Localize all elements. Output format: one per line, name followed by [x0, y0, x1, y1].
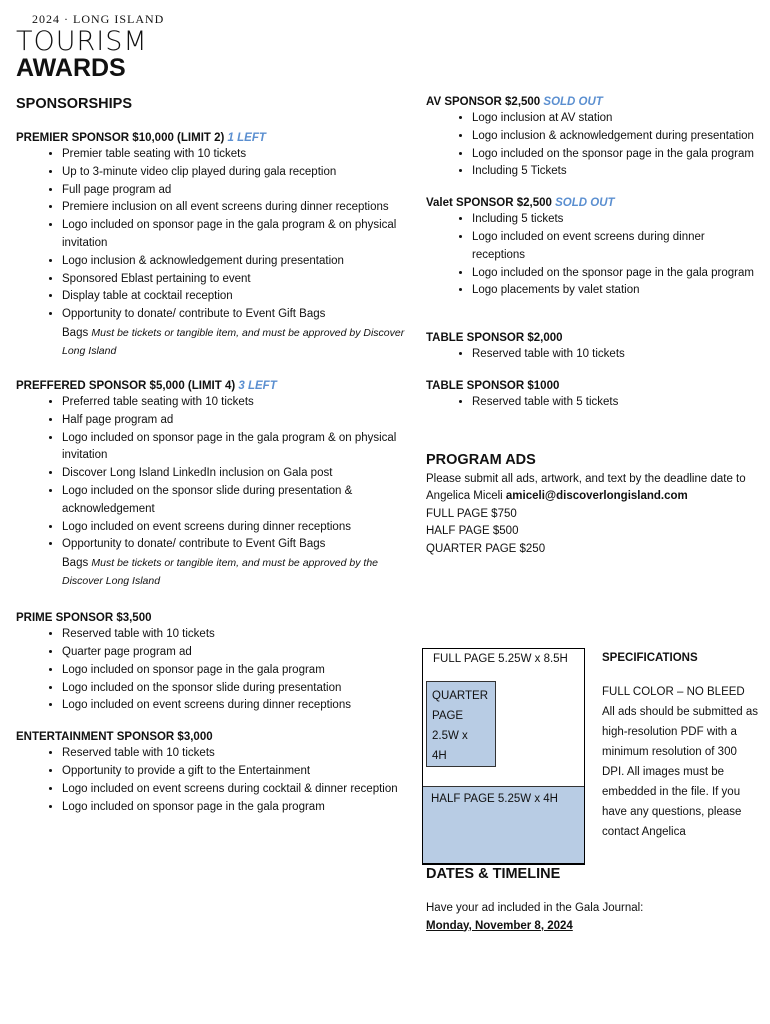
- tourism-awards-logo: [16, 12, 165, 82]
- preferred-list: [16, 394, 416, 554]
- dates-heading: DATES & TIMELINE: [426, 866, 561, 882]
- valet-list: [426, 211, 760, 300]
- list-item: • Logo included on event screens during cocktail & dinner reception: [62, 781, 416, 799]
- preferred-status: 3 LEFT: [238, 379, 277, 392]
- sponsorships-heading: SPONSORSHIPS: [16, 96, 133, 112]
- list-item: • Logo inclusion & acknowledgement during presentation: [472, 128, 760, 146]
- list-item: • Logo included on event screens during dinner receptions: [472, 229, 760, 265]
- list-item: • Logo included on sponsor page in the gala program & on physical invitation: [62, 217, 416, 253]
- dates-text: Have your ad included in the Gala Journal:: [426, 902, 644, 914]
- dates-section: [426, 866, 760, 935]
- list-item: • Half page program ad: [62, 412, 416, 430]
- list-item: • Full page program ad: [62, 182, 416, 200]
- list-item: • Logo included on event screens during dinner receptions: [62, 697, 416, 715]
- list-item: • Logo included on the sponsor page in the gala program: [472, 146, 760, 164]
- valet-title: Valet SPONSOR $2,500 SOLD OUT: [426, 197, 615, 210]
- spec-color: FULL COLOR – NO BLEED: [602, 686, 745, 698]
- list-item: • Premier table seating with 10 tickets: [62, 146, 416, 164]
- list-item: • Logo included on the sponsor slide during presentation: [62, 680, 416, 698]
- table-1000-section: [426, 380, 760, 412]
- list-item: • Preferred table seating with 10 tickets: [62, 394, 416, 412]
- contact-email: amiceli@discoverlongisland.com: [505, 490, 688, 503]
- logo-year-line: 2024 · LONG ISLAND: [32, 12, 165, 26]
- left-column: [16, 96, 416, 816]
- quarter-page-box: QUARTER PAGE 2.5W x 4H: [426, 681, 496, 767]
- price-full: FULL PAGE $750: [426, 507, 517, 520]
- valet-section: [426, 197, 760, 300]
- premier-note: Bags Must be tickets or tangible item, and must be approved by Discover Long Island: [62, 326, 405, 357]
- table-1000-list: [426, 394, 760, 412]
- entertainment-title: ENTERTAINMENT SPONSOR $3,000: [16, 731, 213, 744]
- list-item: • Opportunity to donate/ contribute to Event Gift Bags: [62, 306, 416, 324]
- program-ads-intro: Please submit all ads, artwork, and text by the deadline date to Angelica Miceli amiceli@discoverlongisland.com: [426, 472, 746, 503]
- program-ads-section: [426, 452, 760, 559]
- list-item: • Display table at cocktail reception: [62, 288, 416, 306]
- right-column: [426, 96, 760, 558]
- list-item: • Premiere inclusion on all event screens during dinner receptions: [62, 199, 416, 217]
- entertainment-section: [16, 731, 416, 816]
- list-item: • Logo inclusion & acknowledgement during presentation: [62, 253, 416, 271]
- specifications-heading: SPECIFICATIONS: [602, 652, 698, 664]
- list-item: • Opportunity to provide a gift to the Entertainment: [62, 763, 416, 781]
- list-item: • Up to 3-minute video clip played during gala reception: [62, 164, 416, 182]
- premier-status: 1 LEFT: [227, 132, 266, 144]
- table-2000-list: [426, 346, 760, 364]
- list-item: • Logo included on sponsor page in the gala program & on physical invitation: [62, 430, 416, 466]
- list-item: • Logo included on sponsor page in the gala program: [62, 799, 416, 817]
- list-item: • Opportunity to donate/ contribute to Event Gift Bags: [62, 536, 416, 554]
- full-page-label: FULL PAGE 5.25W x 8.5H: [433, 653, 568, 665]
- half-page-box: HALF PAGE 5.25W x 4H: [423, 786, 584, 863]
- list-item: • Reserved table with 10 tickets: [472, 346, 760, 364]
- prime-list: [16, 626, 416, 715]
- av-title: AV SPONSOR $2,500 SOLD OUT: [426, 96, 603, 108]
- program-ads-heading: PROGRAM ADS: [426, 451, 536, 468]
- price-quarter: QUARTER PAGE $250: [426, 542, 546, 555]
- prime-section: [16, 612, 416, 715]
- av-status: SOLD OUT: [543, 96, 603, 108]
- premier-list: [16, 146, 416, 324]
- preferred-title: PREFFERED SPONSOR $5,000 (LIMIT 4) 3 LEFT: [16, 379, 277, 392]
- preferred-section: [16, 380, 416, 590]
- logo-line-1: TOURISM: [16, 26, 148, 57]
- premier-title: PREMIER SPONSOR $10,000 (LIMIT 2) 1 LEFT: [16, 132, 266, 144]
- ad-size-diagram: [422, 648, 585, 865]
- valet-status: SOLD OUT: [555, 197, 615, 210]
- list-item: • Discover Long Island LinkedIn inclusion on Gala post: [62, 465, 416, 483]
- table-2000-section: [426, 332, 760, 364]
- spec-text: All ads should be submitted as high-resolution PDF with a minimum resolution of 300 DPI. All images must be embedded in the file. If you have any questions, please contact Angelica: [602, 706, 758, 838]
- av-section: [426, 96, 760, 181]
- av-list: [426, 110, 760, 181]
- list-item: • Logo placements by valet station: [472, 282, 760, 300]
- list-item: • Logo inclusion at AV station: [472, 110, 760, 128]
- list-item: • Reserved table with 10 tickets: [62, 626, 416, 644]
- prime-title: PRIME SPONSOR $3,500: [16, 612, 152, 625]
- deadline-date: Monday, November 8, 2024: [426, 919, 573, 932]
- list-item: • Logo included on the sponsor page in the gala program: [472, 265, 760, 283]
- price-half: HALF PAGE $500: [426, 525, 519, 538]
- list-item: • Logo included on event screens during dinner receptions: [62, 519, 416, 537]
- table-2000-title: TABLE SPONSOR $2,000: [426, 332, 563, 345]
- logo-line-2: AWARDS: [16, 54, 126, 82]
- entertainment-list: [16, 745, 416, 816]
- preferred-note: Bags Must be tickets or tangible item, and must be approved by the Discover Long Island: [62, 557, 378, 588]
- list-item: • Including 5 Tickets: [472, 163, 760, 181]
- list-item: • Including 5 tickets: [472, 211, 760, 229]
- list-item: • Logo included on the sponsor slide during presentation & acknowledgement: [62, 483, 416, 519]
- list-item: • Quarter page program ad: [62, 644, 416, 662]
- list-item: • Sponsored Eblast pertaining to event: [62, 271, 416, 289]
- premier-section: [16, 132, 416, 360]
- list-item: • Reserved table with 5 tickets: [472, 394, 760, 412]
- specifications: [602, 652, 758, 842]
- list-item: • Reserved table with 10 tickets: [62, 745, 416, 763]
- table-1000-title: TABLE SPONSOR $1000: [426, 379, 560, 392]
- list-item: • Logo included on sponsor page in the gala program: [62, 662, 416, 680]
